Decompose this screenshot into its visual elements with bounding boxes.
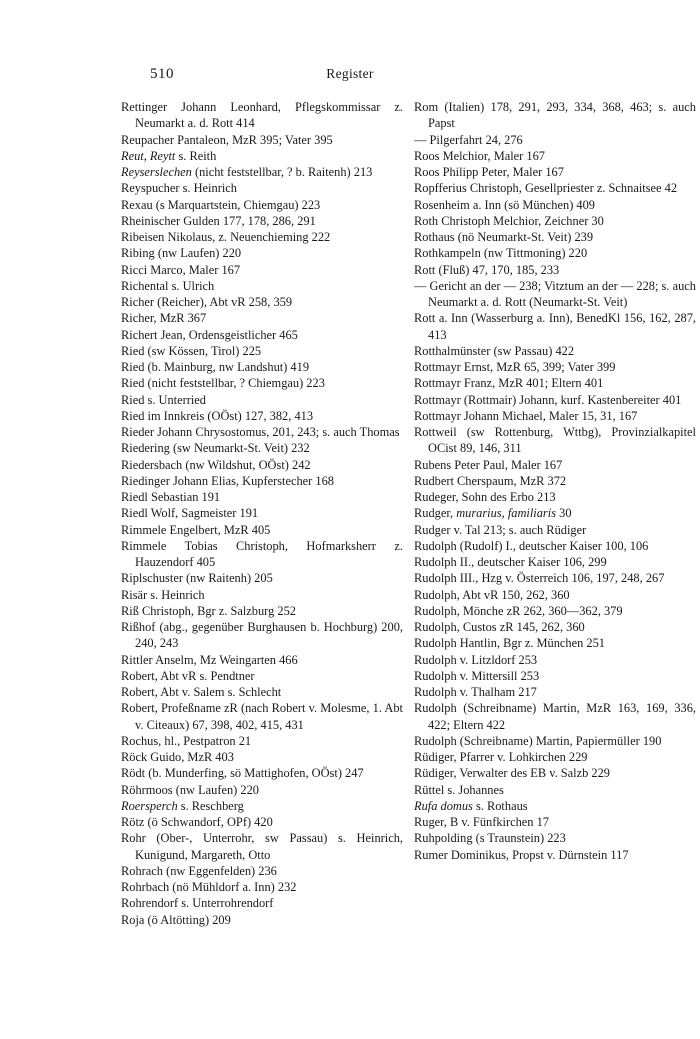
index-entry-text: Rudolph v. Mittersill 253	[414, 668, 540, 683]
index-entry-text: Ried (sw Kössen, Tirol) 225	[121, 343, 262, 358]
index-column-left	[121, 99, 403, 928]
index-entry-text: Rohr (Ober-, Unterrohr, sw Passau) s. Heinrich, Kunigund, Margareth, Otto	[121, 831, 403, 862]
index-entry	[121, 180, 403, 196]
index-entry-italic-text: Rufa domus	[414, 798, 473, 813]
index-entry	[414, 392, 696, 408]
index-entry-text: Reyspucher s. Heinrich	[121, 181, 237, 196]
index-entry-text: Ruger, B v. Fünfkirchen 17	[414, 815, 549, 829]
index-entry-text: — Gericht an der — 238; Vitztum an der — 228; s. auch Neumarkt a. d. Rott (Neumarkt-St. Veit)	[414, 278, 696, 309]
index-entry	[121, 392, 403, 408]
index-entry-text: Rom (Italien) 178, 291, 293, 334, 368, 463; s. auch Papst	[414, 100, 696, 131]
index-entry	[414, 522, 696, 538]
index-entry-text: Rudolph v. Litzldorf 253	[414, 652, 538, 667]
index-entry	[414, 505, 696, 521]
index-entry-text: Ried im Innkreis (OÖst) 127, 382, 413	[121, 408, 314, 423]
index-entry-text: Rheinischer Gulden 177, 178, 286, 291	[121, 213, 316, 228]
index-entry	[121, 343, 403, 359]
index-entry-text: Rottmayr Ernst, MzR 65, 399; Vater 399	[414, 360, 616, 374]
index-entry-text: Robert, Abt vR s. Pendtner	[121, 668, 255, 683]
index-entry	[121, 570, 403, 586]
index-entry-text: Rißhof (abg., gegenüber Burghausen b. Hochburg) 200, 240, 243	[121, 620, 403, 651]
index-entry	[414, 262, 696, 278]
index-entry	[414, 375, 696, 391]
index-entry	[121, 197, 403, 213]
index-entry	[414, 197, 696, 213]
index-entry-text: Rüdiger, Verwalter des EB v. Salzb 229	[414, 766, 610, 781]
index-entry	[414, 148, 696, 164]
index-entry-text: Richer, MzR 367	[121, 311, 207, 326]
index-entry	[414, 830, 696, 846]
index-entry-text: Ricci Marco, Maler 167	[121, 262, 241, 277]
index-entry-text: Rudbert Cherspaum, MzR 372	[414, 473, 567, 488]
index-entry	[414, 132, 696, 148]
index-entry	[121, 99, 403, 132]
index-entry	[414, 457, 696, 473]
index-entry	[121, 440, 403, 456]
index-entry-text: Rotthalmünster (sw Passau) 422	[414, 343, 575, 358]
index-entry-text: Rottmayr (Rottmair) Johann, kurf. Kastenbereiter 401	[414, 392, 682, 407]
index-entry-italic-text: Reyserslechen	[121, 165, 192, 179]
index-entry	[121, 294, 403, 310]
index-entry	[121, 814, 403, 830]
index-entry	[121, 619, 403, 652]
index-entry	[414, 408, 696, 424]
index-entry	[414, 570, 696, 586]
index-entry-text: Riß Christoph, Bgr z. Salzburg 252	[121, 603, 296, 618]
index-entry	[121, 863, 403, 879]
index-entry-text: Rochus, hl., Pestpatron 21	[121, 733, 252, 748]
index-entry-text: s. Reith	[175, 148, 217, 163]
index-entry	[121, 132, 403, 148]
index-entry-text: Riedersbach (nw Wildshut, OÖst) 242	[121, 457, 311, 472]
index-entry	[414, 278, 696, 311]
index-entry-text: Ropfferius Christoph, Gesellpriester z. Schnaitsee 42	[414, 181, 678, 196]
index-entry	[121, 262, 403, 278]
index-column-right	[414, 99, 696, 863]
index-entry	[414, 538, 696, 554]
index-entry-text: Rothaus (nö Neumarkt-St. Veit) 239	[414, 230, 594, 244]
index-entry	[414, 749, 696, 765]
index-entry	[121, 229, 403, 245]
index-entry	[121, 213, 403, 229]
index-entry-text: Rittler Anselm, Mz Weingarten 466	[121, 652, 298, 667]
index-entry	[414, 635, 696, 651]
index-entry-text: 30	[556, 506, 572, 521]
index-entry-text: Rudolph (Rudolf) I., deutscher Kaiser 100, 106	[414, 538, 649, 553]
index-entry	[121, 359, 403, 375]
index-entry	[414, 668, 696, 684]
index-entry-text: Riedl Wolf, Sagmeister 191	[121, 506, 259, 521]
index-entry-text: Rüdiger, Pfarrer v. Lohkirchen 229	[414, 750, 588, 764]
index-entry	[414, 684, 696, 700]
index-entry-text: Rott (Fluß) 47, 170, 185, 233	[414, 262, 560, 277]
index-entry	[414, 164, 696, 180]
index-entry	[121, 895, 403, 911]
index-entry-text: Rothkampeln (nw Tittmoning) 220	[414, 246, 588, 261]
index-entry	[121, 473, 403, 489]
index-entry	[121, 879, 403, 895]
index-entry-text: Rödt (b. Munderfing, sö Mattighofen, OÖst) 247	[121, 766, 364, 781]
index-entry	[414, 619, 696, 635]
index-entry	[414, 733, 696, 749]
index-entry-text: Rott a. Inn (Wasserburg a. Inn), BenedKl 156, 162, 287, 413	[414, 311, 696, 342]
index-entry-text: s. Reschberg	[177, 798, 244, 813]
index-entry	[121, 164, 403, 180]
index-entry-text: Roos Philipp Peter, Maler 167	[414, 165, 564, 179]
index-entry-text: Ried (b. Mainburg, nw Landshut) 419	[121, 360, 310, 374]
index-entry	[414, 700, 696, 733]
index-entry	[121, 424, 403, 440]
index-entry	[121, 830, 403, 863]
index-entry-text: Rötz (ö Schwandorf, OPf) 420	[121, 815, 273, 829]
index-entry	[121, 505, 403, 521]
index-entry-text: Rudolph III., Hzg v. Österreich 106, 197, 248, 267	[414, 571, 665, 586]
index-entry-text: Reupacher Pantaleon, MzR 395; Vater 395	[121, 132, 333, 147]
index-entry	[121, 765, 403, 781]
index-entry-text: Ried (nicht feststellbar, ? Chiemgau) 223	[121, 376, 325, 391]
index-entry-text: Richert Jean, Ordensgeistlicher 465	[121, 327, 298, 342]
index-entry-text: Riedering (sw Neumarkt-St. Veit) 232	[121, 441, 310, 456]
index-entry-text: Roja (ö Altötting) 209	[121, 912, 231, 927]
index-entry	[414, 359, 696, 375]
index-entry-text: Rexau (s Marquartstein, Chiemgau) 223	[121, 197, 321, 212]
index-entry-text: Rudolph II., deutscher Kaiser 106, 299	[414, 555, 607, 569]
index-entry-text: Rimmele Engelbert, MzR 405	[121, 522, 271, 537]
index-entry	[121, 798, 403, 814]
index-entry-text: Rettinger Johann Leonhard, Pflegskommissar z. Neumarkt a. d. Rott 414	[121, 100, 403, 131]
index-entry-text: Rohrbach (nö Mühldorf a. Inn) 232	[121, 880, 297, 894]
index-entry	[121, 522, 403, 538]
index-entry-text: Ruhpolding (s Traunstein) 223	[414, 831, 566, 846]
index-entry	[414, 847, 696, 863]
index-entry	[121, 457, 403, 473]
index-entry	[414, 814, 696, 830]
index-entry	[121, 668, 403, 684]
index-entry-text: Ribing (nw Laufen) 220	[121, 246, 242, 261]
index-entry-text: Rüttel s. Johannes	[414, 782, 504, 797]
index-entry	[121, 408, 403, 424]
index-entry-text: Roth Christoph Melchior, Zeichner 30	[414, 213, 604, 228]
index-entry-text: Rudeger, Sohn des Erbo 213	[414, 490, 556, 504]
index-entry	[414, 343, 696, 359]
index-entry-text: Rudolph, Abt vR 150, 262, 360	[414, 587, 570, 602]
index-entry	[121, 148, 403, 164]
index-entry-italic-text: Reut, Reytt	[121, 148, 176, 163]
index-entry	[121, 375, 403, 391]
index-entry-text: Rudolph (Schreibname) Martin, MzR 163, 169, 336, 422; Eltern 422	[414, 701, 696, 732]
index-entry-text: Riedl Sebastian 191	[121, 490, 221, 504]
index-entry-text: Rohrach (nw Eggenfelden) 236	[121, 863, 277, 878]
index-entry-text: Rottmayr Franz, MzR 401; Eltern 401	[414, 376, 604, 391]
index-entry	[414, 798, 696, 814]
index-entry-text: — Pilgerfahrt 24, 276	[414, 132, 523, 147]
index-entry	[121, 652, 403, 668]
index-entry-text: Rudger v. Tal 213; s. auch Rüdiger	[414, 522, 587, 537]
index-entry	[414, 489, 696, 505]
index-entry	[414, 180, 696, 196]
index-entry-text: Riplschuster (nw Raitenh) 205	[121, 571, 273, 586]
index-entry-text: Roos Melchior, Maler 167	[414, 148, 545, 163]
index-entry-text: Rudolph (Schreibname) Martin, Papiermüller 190	[414, 733, 662, 748]
index-entry	[121, 700, 403, 733]
index-entry-text: (nicht feststellbar, ? b. Raitenh) 213	[191, 165, 373, 179]
index-entry	[414, 587, 696, 603]
index-entry	[121, 587, 403, 603]
index-entry	[121, 749, 403, 765]
index-entry	[414, 782, 696, 798]
page-number: 510	[150, 66, 174, 82]
index-entry	[414, 310, 696, 343]
index-entry-text: Robert, Profeßname zR (nach Robert v. Molesme, 1. Abt v. Citeaux) 67, 398, 402, 415, 431	[121, 701, 403, 732]
index-entry-text: Rubens Peter Paul, Maler 167	[414, 457, 563, 472]
index-entry	[121, 603, 403, 619]
index-entry-text: Richer (Reicher), Abt vR 258, 359	[121, 295, 293, 309]
index-entry-text: Riedinger Johann Elias, Kupferstecher 168	[121, 473, 334, 488]
index-entry-text: Rudolph v. Thalham 217	[414, 685, 537, 699]
index-entry-text: s. Rothaus	[472, 798, 528, 813]
index-entry-text: Rottmayr Johann Michael, Maler 15, 31, 167	[414, 408, 638, 423]
index-entry-text: Rudolph Hantlin, Bgr z. München 251	[414, 636, 606, 651]
index-entry	[414, 765, 696, 781]
index-entry-text: Rudolph, Custos zR 145, 262, 360	[414, 620, 585, 634]
index-entry	[414, 245, 696, 261]
index-entry-text: Rottweil (sw Rottenburg, Wttbg), Provinzialkapitel OCist 89, 146, 311	[414, 425, 696, 456]
index-entry	[121, 310, 403, 326]
index-entry-text: Risär s. Heinrich	[121, 587, 205, 602]
index-entry-text: Rudolph, Mönche zR 262, 360—362, 379	[414, 603, 623, 618]
index-entry-text: Rumer Dominikus, Propst v. Dürnstein 117	[414, 847, 629, 862]
index-entry-text: Ried s. Unterried	[121, 392, 206, 407]
index-entry-italic-text: murarius, familiaris	[456, 506, 557, 521]
index-entry	[414, 554, 696, 570]
index-entry	[121, 278, 403, 294]
index-entry-text: Rohrendorf s. Unterrohrendorf	[121, 896, 274, 911]
index-entry-text: Ribeisen Nikolaus, z. Neuenchieming 222	[121, 230, 331, 244]
index-entry-text: Rosenheim a. Inn (sö München) 409	[414, 197, 596, 212]
index-entry-text: Robert, Abt v. Salem s. Schlecht	[121, 685, 282, 699]
index-entry	[414, 213, 696, 229]
index-entry	[121, 912, 403, 928]
index-entry	[121, 489, 403, 505]
index-entry	[121, 782, 403, 798]
index-entry	[414, 473, 696, 489]
index-entry	[121, 684, 403, 700]
index-entry-italic-text: Roersperch	[121, 798, 178, 813]
index-entry	[414, 603, 696, 619]
index-entry-text: Rimmele Tobias Christoph, Hofmarksherr z. Hauzendorf 405	[121, 538, 403, 569]
index-entry	[414, 229, 696, 245]
running-head: Register	[326, 66, 374, 81]
index-entry	[121, 538, 403, 571]
index-entry-text: Richental s. Ulrich	[121, 278, 215, 293]
index-entry	[414, 652, 696, 668]
index-entry-text: Rieder Johann Chrysostomus, 201, 243; s. auch Thomas	[121, 425, 400, 439]
index-entry	[414, 424, 696, 457]
index-entry	[121, 245, 403, 261]
index-entry	[121, 327, 403, 343]
index-entry	[121, 733, 403, 749]
index-entry-text: Röck Guido, MzR 403	[121, 750, 234, 764]
index-entry-text: Röhrmoos (nw Laufen) 220	[121, 782, 259, 797]
index-entry	[414, 99, 696, 132]
index-entry-text: Rudger,	[414, 506, 457, 521]
